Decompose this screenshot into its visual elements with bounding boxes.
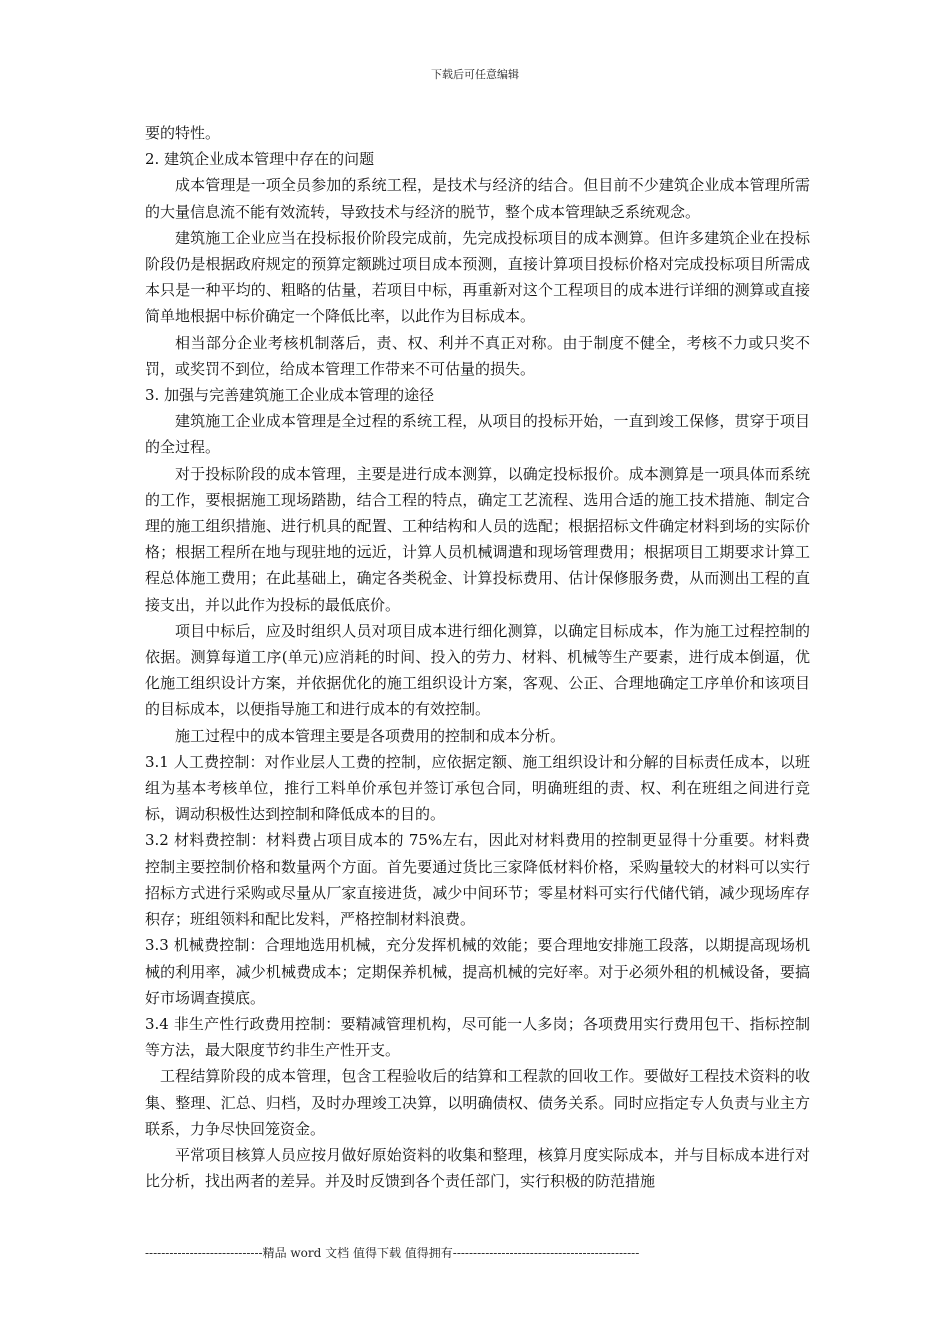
paragraph: 相当部分企业考核机制落后，责、权、利并不真正对称。由于制度不健全，考核不力或只奖不罚，或奖罚不到位，给成本管理工作带来不可估量的损失。 [145, 333, 810, 378]
section-heading-2: 2. 建筑企业成本管理中存在的问题 [145, 150, 375, 169]
paragraph: 项目中标后，应及时组织人员对项目成本进行细化测算，以确定目标成本，作为施工过程控制的依据。测算每道工序(单元)应消耗的时间、投入的劳力、材料、机械等生产要素，进行成本倒逼，优化施工组织设计方案，并依据优化的施工组织设计方案，客观、公正、合理地确定工序单价和该项目的目标成本，以便指导施工和进行成本的有效控制。 [145, 621, 810, 719]
subsection-3-4: 3.4 非生产性行政费用控制：要精减管理机构，尽可能一人多岗；各项费用实行费用包干、指标控制等方法，最大限度节约非生产性开支。 [145, 1014, 810, 1060]
page-footer: -----------------------------精品 word 文档 值得下载 值得拥有---------------------------------------------- [145, 1246, 640, 1260]
paragraph: 对于投标阶段的成本管理，主要是进行成本测算，以确定投标报价。成本测算是一项具体而系统的工作，要根据施工现场踏勘，结合工程的特点，确定工艺流程、选用合适的施工技术措施、制定合理的施工组织措施、进行机具的配置、工种结构和人员的选配；根据招标文件确定材料到场的实际价格；根据工程所在地与现驻地的远近，计算人员机械调遣和现场管理费用；根据项目工期要求计算工程总体施工费用；在此基础上，确定各类税金、计算投标费用、估计保修服务费，从而测出工程的直接支出，并以此作为投标的最低底价。 [145, 464, 810, 614]
paragraph: 建筑施工企业成本管理是全过程的系统工程，从项目的投标开始，一直到竣工保修，贯穿于项目的全过程。 [145, 412, 810, 457]
section-heading-3: 3. 加强与完善建筑施工企业成本管理的途径 [145, 386, 435, 405]
paragraph-continuation: 要的特性。 [145, 124, 221, 142]
paragraph: 平常项目核算人员应按月做好原始资料的收集和整理，核算月度实际成本，并与目标成本进行对比分析，找出两者的差异。并及时反馈到各个责任部门，实行积极的防范措施 [145, 1145, 810, 1191]
page-header: 下载后可任意编辑 [431, 68, 519, 81]
paragraph: 建筑施工企业应当在投标报价阶段完成前，先完成投标项目的成本测算。但许多建筑企业在投标阶段仍是根据政府规定的预算定额跳过项目成本预测，直接计算项目投标价格对完成投标项目所需成本只是一种平均的、粗略的估量，若项目中标，再重新对这个工程项目的成本进行详细的测算或直接简单地根据中标价确定一个降低比率，以此作为目标成本。 [145, 228, 810, 326]
document-body [145, 120, 810, 1194]
paragraph: 施工过程中的成本管理主要是各项费用的控制和成本分析。 [175, 726, 566, 745]
subsection-3-1: 3.1 人工费控制：对作业层人工费的控制，应依据定额、施工组织设计和分解的目标责任成本，以班组为基本考核单位，推行工料单价承包并签订承包合同，明确班组的责、权、利在班组之间进行竞标，调动积极性达到控制和降低成本的目的。 [145, 752, 810, 824]
subsection-3-3: 3.3 机械费控制：合理地选用机械，充分发挥机械的效能；要合理地安排施工段落，以期提高现场机械的利用率，减少机械费成本；定期保养机械，提高机械的完好率。对于必须外租的机械设备，要搞好市场调查摸底。 [145, 936, 810, 1007]
paragraph: 工程结算阶段的成本管理，包含工程验收后的结算和工程款的回收工作。要做好工程技术资料的收集、整理、汇总、归档，及时办理竣工决算，以明确债权、债务关系。同时应指定专人负责与业主方联系，力争尽快回笼资金。 [145, 1067, 810, 1138]
subsection-3-2: 3.2 材料费控制：材料费占项目成本的 75%左右，因此对材料费用的控制更显得十分重要。材料费控制主要控制价格和数量两个方面。首先要通过货比三家降低材料价格，采购量较大的材料可以实行招标方式进行采购或尽量从厂家直接进货，减少中间环节；零星材料可实行代储代销，减少现场库存积存；班组领料和配比发料，严格控制材料浪费。 [145, 831, 810, 929]
paragraph: 成本管理是一项全员参加的系统工程，是技术与经济的结合。但目前不少建筑企业成本管理所需的大量信息流不能有效流转，导致技术与经济的脱节，整个成本管理缺乏系统观念。 [145, 176, 810, 221]
